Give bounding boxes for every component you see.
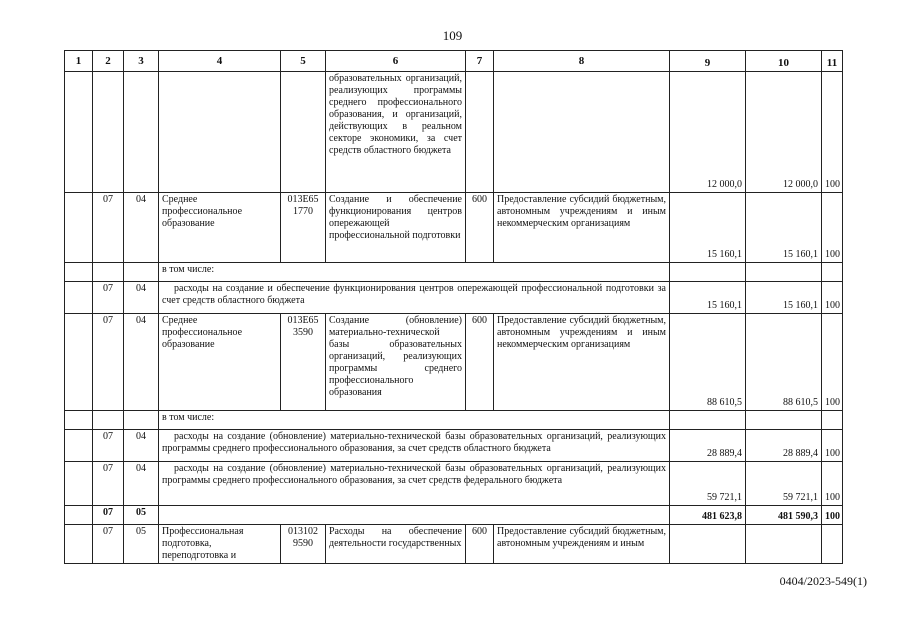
cell-subsection: 05	[124, 525, 159, 564]
cell	[822, 263, 843, 282]
cell-subsection: 05	[124, 506, 159, 525]
cell	[281, 72, 326, 193]
page-number: 109	[442, 28, 463, 43]
cell-amount-planned: 481 623,8	[670, 506, 746, 525]
cell-expense-purpose: Создание и обеспечение функционирования центров опережающей профессиональной подготовки	[326, 193, 466, 263]
cell	[65, 411, 93, 430]
cell-amount-executed: 12 000,0	[746, 72, 822, 193]
cell-amount-executed	[746, 525, 822, 564]
table-header	[65, 51, 843, 72]
cell	[65, 72, 93, 193]
cell	[65, 314, 93, 411]
cell	[159, 506, 670, 525]
cell-amount-planned: 28 889,4	[670, 430, 746, 462]
cell-amount-executed: 88 610,5	[746, 314, 822, 411]
cell-subsection: 04	[124, 430, 159, 462]
col-header-3: 3	[124, 51, 159, 72]
cell-amount-executed: 15 160,1	[746, 193, 822, 263]
cell-section: 07	[93, 462, 124, 506]
cell-amount-planned	[670, 525, 746, 564]
cell-expense-type-name: Предоставление субсидий бюджетным, автономным учреждениям и иным некоммерческим организациям	[494, 314, 670, 411]
cell-expense-type: 600	[466, 193, 494, 263]
cell	[822, 411, 843, 430]
cell-amount-planned: 15 160,1	[670, 282, 746, 314]
cell-amount-executed: 59 721,1	[746, 462, 822, 506]
cell	[494, 72, 670, 193]
cell-amount-planned: 12 000,0	[670, 72, 746, 193]
cell-section: 07	[93, 282, 124, 314]
cell	[124, 263, 159, 282]
col-header-11: 11	[822, 51, 843, 72]
cell-subsection: 04	[124, 462, 159, 506]
cell-percent: 100	[822, 430, 843, 462]
cell	[65, 193, 93, 263]
cell	[65, 462, 93, 506]
cell-expense-detail: расходы на создание и обеспечение функционирования центров опережающей профессиональной подготовки за счет средств областного бюджета	[159, 282, 670, 314]
cell-section: 07	[93, 314, 124, 411]
cell-percent: 100	[822, 72, 843, 193]
cell-percent: 100	[822, 282, 843, 314]
cell-expense-purpose: Создание (обновление) материально-технической базы образовательных организаций, реализующих программы среднего профессионального образования	[326, 314, 466, 411]
cell	[670, 263, 746, 282]
cell-subsection-name: Профессиональная подготовка, переподготовка и	[159, 525, 281, 564]
cell	[93, 263, 124, 282]
cell	[670, 411, 746, 430]
cell-amount-executed: 15 160,1	[746, 282, 822, 314]
cell-subsection: 04	[124, 314, 159, 411]
cell-target-code: 013102 9590	[281, 525, 326, 564]
cell-expense-purpose: образовательных организаций, реализующих программы среднего профессионального образования, и организаций, действующих в реальном секторе экономики, за счет средств областного бюджета	[326, 72, 466, 193]
cell	[65, 263, 93, 282]
cell-amount-executed: 28 889,4	[746, 430, 822, 462]
cell-subsection: 04	[124, 193, 159, 263]
col-header-9: 9	[670, 51, 746, 72]
cell-expense-type-name: Предоставление субсидий бюджетным, автономным учреждениям и иным некоммерческим организациям	[494, 193, 670, 263]
cell	[65, 506, 93, 525]
table-row	[65, 411, 843, 430]
cell	[124, 411, 159, 430]
cell-expense-type-name: Предоставление субсидий бюджетным, автономным учреждениям и иным	[494, 525, 670, 564]
col-header-7: 7	[466, 51, 494, 72]
cell-expense-type: 600	[466, 525, 494, 564]
cell-expense-detail: расходы на создание (обновление) материально-технической базы образовательных организаций, реализующих программы среднего профессионального образования, за счет средств областного бюджета	[159, 430, 670, 462]
cell-including-label: в том числе:	[159, 263, 670, 282]
cell-percent: 100	[822, 193, 843, 263]
table-row-subtotal	[65, 506, 843, 525]
cell-amount-planned: 59 721,1	[670, 462, 746, 506]
cell-percent: 100	[822, 462, 843, 506]
cell	[159, 72, 281, 193]
cell	[746, 411, 822, 430]
cell-expense-type: 600	[466, 314, 494, 411]
col-header-10: 10	[746, 51, 822, 72]
cell-target-code: 013Е65 3590	[281, 314, 326, 411]
table-row	[65, 314, 843, 411]
cell-subsection-name: Среднее профессиональное образование	[159, 314, 281, 411]
col-header-8: 8	[494, 51, 670, 72]
cell-percent	[822, 525, 843, 564]
cell-section: 07	[93, 430, 124, 462]
cell-section: 07	[93, 525, 124, 564]
col-header-1: 1	[65, 51, 93, 72]
cell	[65, 525, 93, 564]
col-header-2: 2	[93, 51, 124, 72]
cell	[65, 430, 93, 462]
table-row	[65, 430, 843, 462]
cell-subsection-name: Среднее профессиональное образование	[159, 193, 281, 263]
cell	[746, 263, 822, 282]
budget-table	[64, 50, 843, 564]
cell	[93, 72, 124, 193]
cell	[466, 72, 494, 193]
cell	[93, 411, 124, 430]
cell-including-label: в том числе:	[159, 411, 670, 430]
cell-percent: 100	[822, 506, 843, 525]
cell-expense-detail: расходы на создание (обновление) материально-технической базы образовательных организаций, реализующих программы среднего профессионального образования, за счет средств федерального бюджета	[159, 462, 670, 506]
table-row	[65, 282, 843, 314]
table-row	[65, 263, 843, 282]
table-row	[65, 525, 843, 564]
cell-section: 07	[93, 193, 124, 263]
cell-section: 07	[93, 506, 124, 525]
table-row	[65, 193, 843, 263]
table-row	[65, 462, 843, 506]
cell-amount-planned: 15 160,1	[670, 193, 746, 263]
cell-amount-planned: 88 610,5	[670, 314, 746, 411]
col-header-5: 5	[281, 51, 326, 72]
cell	[124, 72, 159, 193]
document-code: 0404/2023-549(1)	[779, 574, 867, 588]
col-header-6: 6	[326, 51, 466, 72]
col-header-4: 4	[159, 51, 281, 72]
cell-subsection: 04	[124, 282, 159, 314]
cell	[65, 282, 93, 314]
cell-percent: 100	[822, 314, 843, 411]
cell-target-code: 013Е65 1770	[281, 193, 326, 263]
table-row	[65, 72, 843, 193]
cell-expense-purpose: Расходы на обеспечение деятельности государственных	[326, 525, 466, 564]
cell-amount-executed: 481 590,3	[746, 506, 822, 525]
